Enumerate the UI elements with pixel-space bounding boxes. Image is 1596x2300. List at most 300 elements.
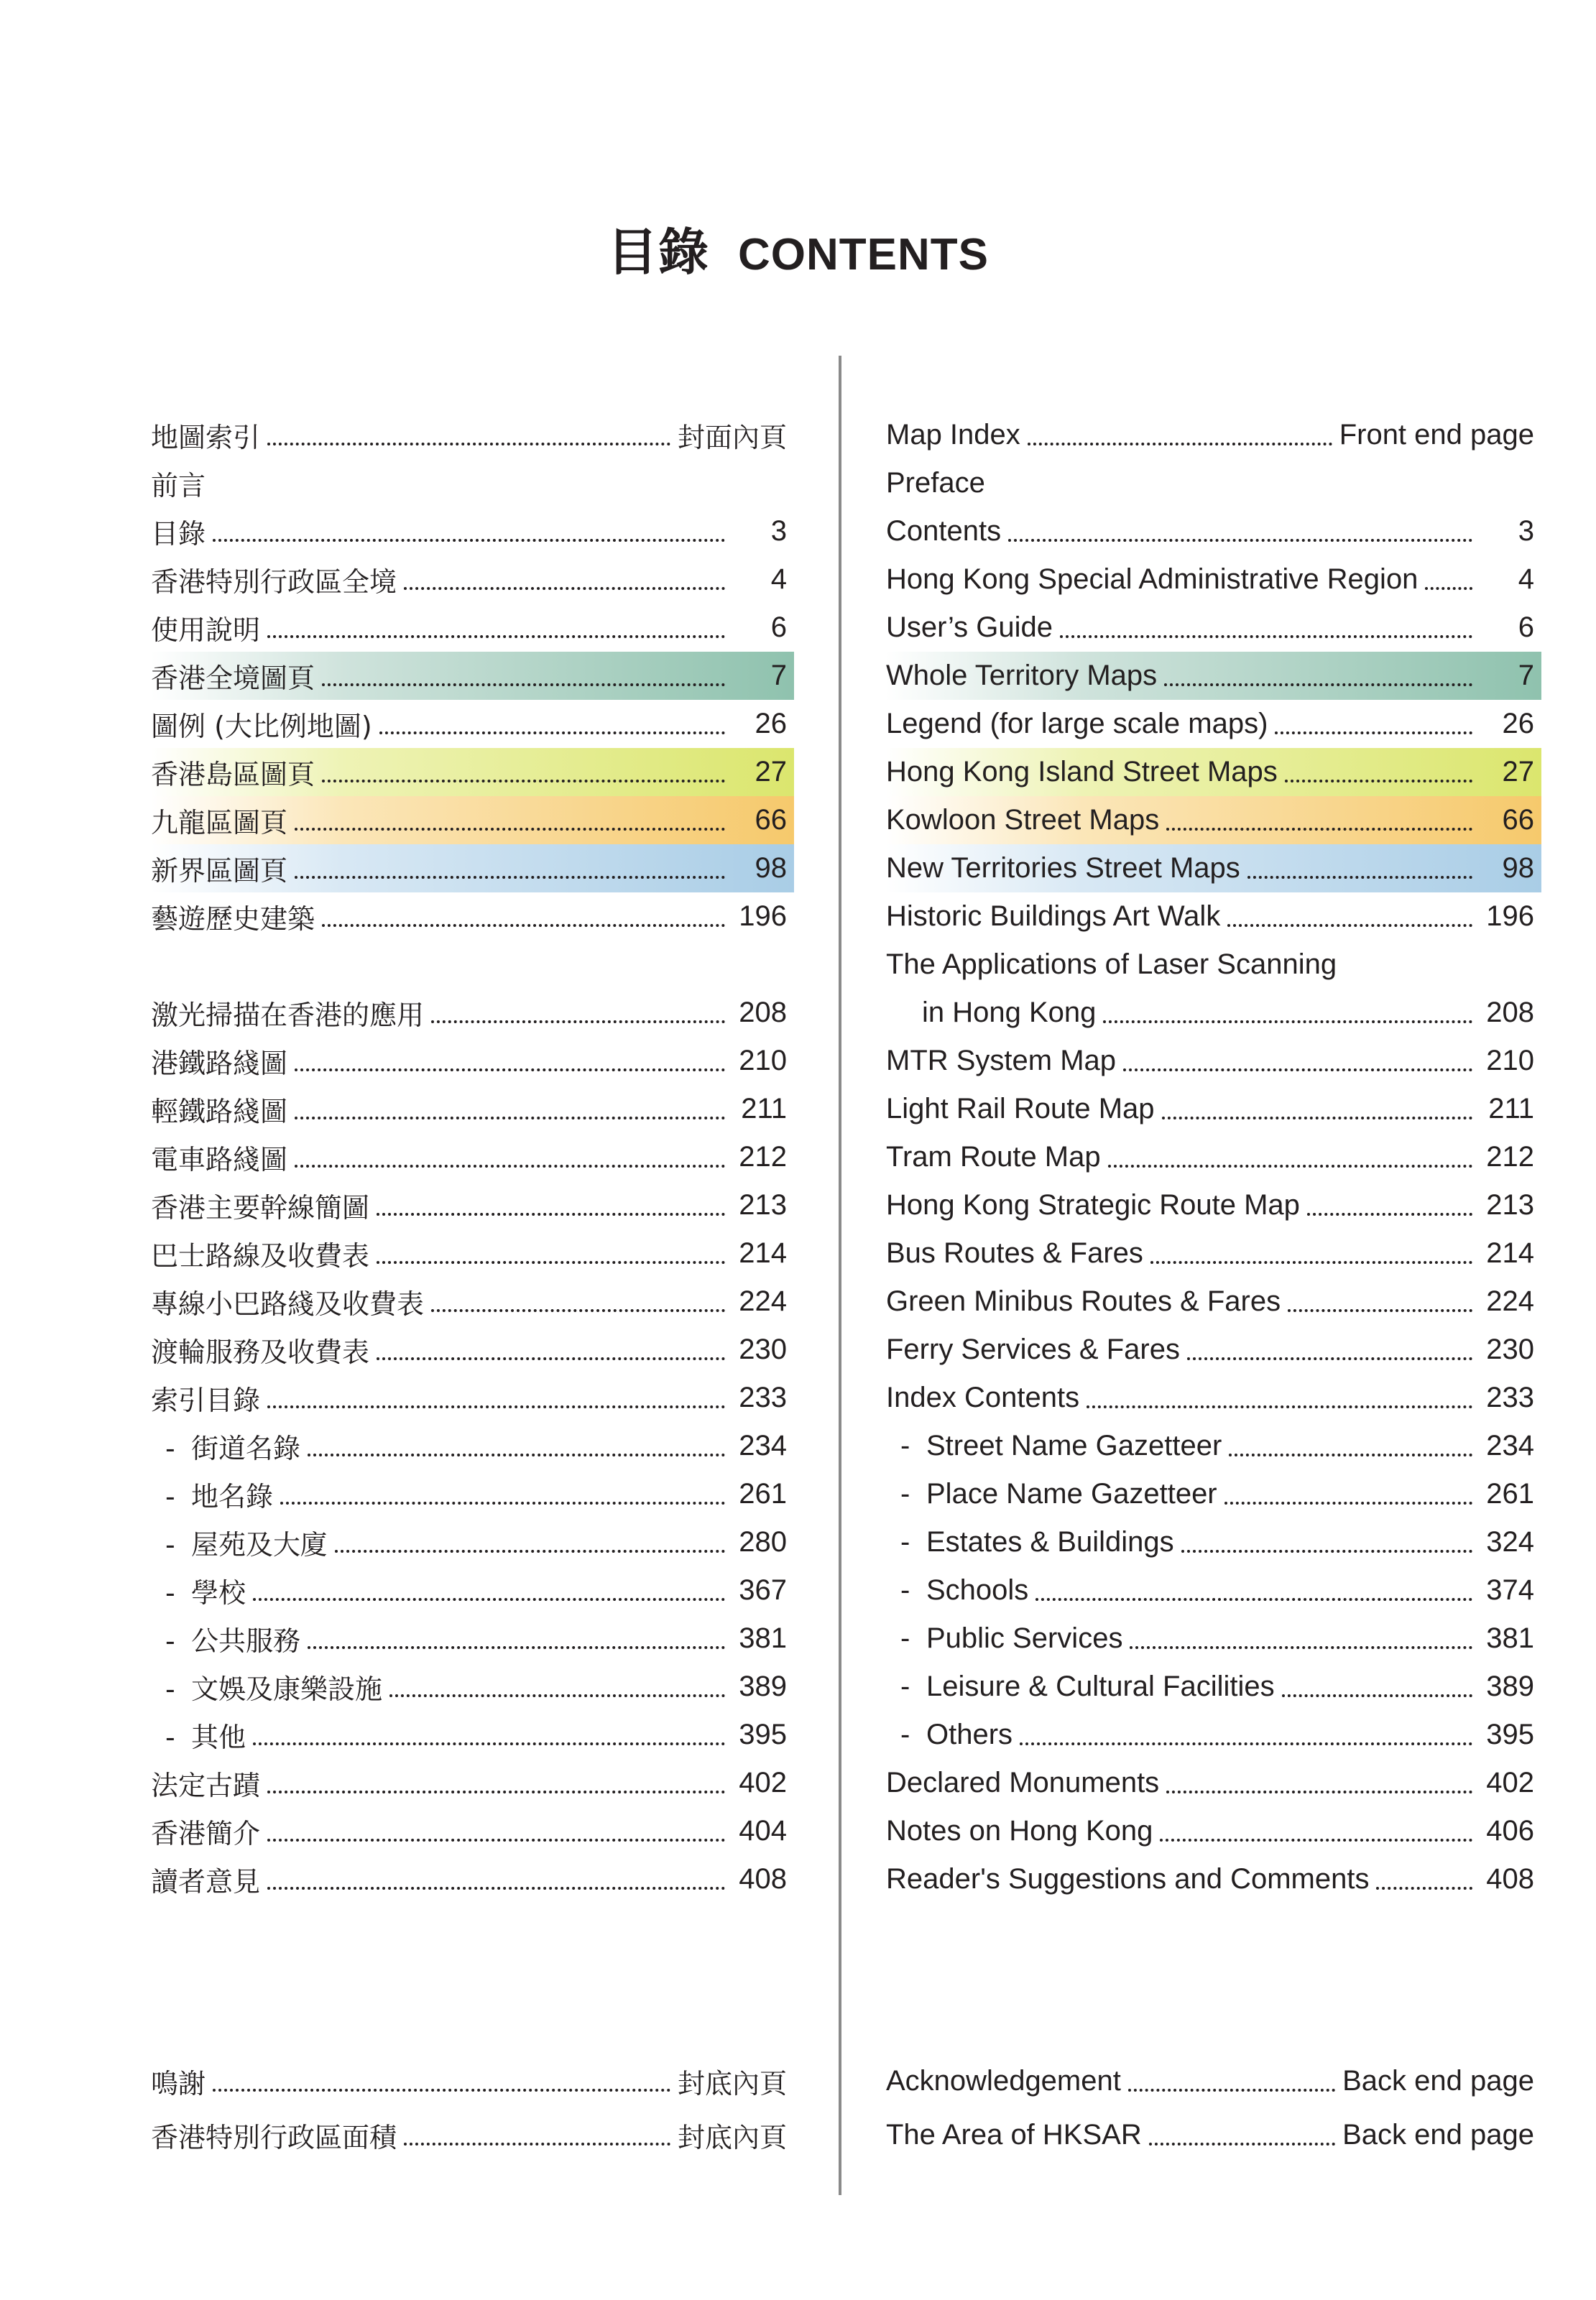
toc-page-number: 66 [1502,804,1534,836]
toc-entry-text: 索引目錄 [151,1385,261,1416]
dot-leader [1108,1165,1472,1168]
toc-page-number: 261 [1486,1478,1534,1510]
toc-entry-text: Reader's Suggestions and Comments [886,1863,1370,1895]
toc-entry[interactable] [151,507,794,555]
toc-entry[interactable] [886,844,1541,892]
toc-entry-title [886,1478,1220,1510]
toc-entry[interactable] [886,796,1541,844]
toc-entry-text: User’s Guide [886,611,1053,643]
toc-entry-text: The Area of HKSAR [886,2119,1142,2151]
subentry-dash: - [900,1526,910,1558]
dot-leader [295,828,725,831]
toc-entry-title [151,1715,249,1755]
toc-page-number: 7 [1518,660,1534,691]
toc-entry-text: 其他 [191,1722,246,1753]
toc-entry[interactable] [151,1229,794,1278]
toc-page-number: 208 [1486,997,1534,1028]
toc-entry-title [886,2065,1124,2097]
toc-page-number: 324 [1486,1526,1534,1558]
dot-leader [1376,1887,1472,1890]
dot-leader [322,683,725,686]
toc-entry-title [886,611,1056,644]
toc-entry-title [151,897,318,936]
toc-entry[interactable] [886,989,1541,1037]
subentry-dash: - [900,1430,910,1461]
toc-page-number: 196 [1486,900,1534,932]
toc-entry-text: Public Services [926,1622,1123,1654]
toc-entry-text: 鳴謝 [151,2068,206,2100]
toc-entry-title [151,2061,208,2101]
toc-page-number: 233 [1486,1382,1534,1413]
toc-page-number: 3 [770,515,787,547]
toc-entry-text: 專線小巴路綫及收費表 [151,1288,425,1320]
dot-leader [322,780,725,782]
toc-entry[interactable] [151,604,794,652]
toc-entry[interactable] [886,652,1541,700]
toc-page-number: 408 [1486,1863,1534,1895]
toc-entry[interactable] [886,507,1541,555]
dot-leader [1020,1742,1472,1745]
subentry-dash: - [900,1719,910,1750]
toc-entry[interactable] [886,1855,1541,1903]
toc-entry[interactable] [886,1278,1541,1326]
toc-page-number: 408 [739,1863,787,1895]
toc-entry-title [886,1863,1372,1895]
dot-leader [431,1020,725,1023]
subentry-dash: - [165,1433,175,1464]
toc-entry-title [886,1045,1119,1077]
toc-page-number: 406 [1486,1815,1534,1847]
toc-entry-title [151,704,375,744]
subentry-dash: - [900,1622,910,1654]
title-chinese: 目錄 [607,223,709,282]
toc-entry-text: Index Contents [886,1382,1080,1413]
toc-entry-text: 法定古蹟 [151,1770,261,1801]
dot-leader [1307,1213,1472,1216]
dot-leader [404,2143,670,2146]
toc-entry-text: Bus Routes & Fares [886,1237,1143,1269]
toc-page-number: 211 [741,1093,787,1124]
subentry-dash: - [165,1625,175,1657]
toc-entry-text: Light Rail Route Map [886,1093,1155,1124]
toc-entry-title [151,1860,263,1899]
toc-entry-title [151,1426,303,1466]
toc-entry-text: MTR System Map [886,1045,1117,1076]
toc-entry[interactable] [151,796,794,844]
toc-entry-text: Others [926,1719,1013,1750]
toc-page-number: 224 [1486,1285,1534,1317]
toc-entry[interactable] [886,941,1541,989]
toc-entry[interactable] [886,892,1541,941]
contents-list-english [886,411,1541,1903]
toc-page-number: 封面內頁 [677,422,787,453]
toc-entry[interactable] [151,1133,794,1181]
dot-leader [1103,1020,1472,1023]
toc-entry-text: Tram Route Map [886,1141,1101,1173]
toc-entry-text: 香港簡介 [151,1818,261,1849]
dot-leader [1285,780,1472,782]
dot-leader [253,1742,725,1745]
toc-subentry[interactable] [886,1422,1541,1470]
toc-entry[interactable] [886,2108,1541,2162]
dot-leader [1162,1117,1472,1119]
toc-page-number: 404 [739,1815,787,1847]
toc-entry[interactable] [151,2108,794,2162]
toc-entry[interactable] [151,2054,794,2108]
toc-subentry[interactable] [886,1663,1541,1711]
toc-page-number: 98 [755,852,787,884]
toc-subentry[interactable] [886,1711,1541,1759]
toc-page-number: 230 [739,1334,787,1365]
toc-entry-text: Legend (for large scale maps) [886,708,1268,739]
toc-entry-text: Contents [886,515,1002,547]
toc-subentry[interactable] [886,1470,1541,1518]
subentry-dash: - [165,1673,175,1705]
dot-leader [379,731,725,734]
dot-leader [280,1502,725,1505]
toc-entry-title [151,752,318,792]
dot-leader [1282,1694,1472,1697]
toc-entry[interactable] [151,1855,794,1903]
dot-leader [377,1213,725,1216]
toc-entry[interactable] [151,892,794,941]
dot-leader [1229,1454,1472,1456]
toc-entry-title [886,660,1160,692]
toc-entry-title [886,948,1339,981]
toc-entry-title [886,1334,1183,1366]
toc-entry-title [151,560,400,599]
toc-entry-text: 公共服務 [191,1625,301,1657]
dot-leader [1181,1550,1472,1553]
subentry-dash: - [165,1577,175,1609]
toc-entry-text: Place Name Gazetteer [926,1478,1217,1510]
column-divider [839,356,841,2195]
toc-page-number: 402 [739,1767,787,1798]
dot-leader [1275,731,1472,734]
toc-entry-text: 渡輪服務及收費表 [151,1336,370,1368]
toc-entry-title [886,1382,1082,1414]
toc-entry-title [886,708,1270,740]
dot-leader [431,1309,725,1312]
toc-entry[interactable] [151,1278,794,1326]
toc-entry-text: 九龍區圖頁 [151,807,288,839]
toc-entry-text: Estates & Buildings [926,1526,1174,1558]
dot-leader [295,876,725,879]
toc-entry[interactable] [151,652,794,700]
dot-leader [267,443,670,445]
toc-page-number: 4 [1518,563,1534,595]
toc-page-number: 212 [739,1141,787,1173]
toc-page-number: 381 [1486,1622,1534,1654]
dot-leader [1247,876,1472,879]
dot-leader [267,1839,725,1842]
dot-leader [1028,443,1332,445]
toc-entry-text: 街道名錄 [191,1433,301,1464]
toc-entry[interactable] [151,1807,794,1855]
toc-page-number: 213 [739,1189,787,1221]
toc-entry-text: Leisure & Cultural Facilities [926,1671,1275,1702]
toc-page-number: 395 [739,1719,787,1750]
toc-page-number: 4 [770,563,787,595]
toc-page-number: 367 [739,1574,787,1606]
toc-entry-text: 電車路綫圖 [151,1144,288,1176]
toc-entry-text: in Hong Kong [922,997,1097,1028]
toc-entry-text: Street Name Gazetteer [926,1430,1222,1461]
toc-entry-title [151,1234,372,1273]
toc-entry[interactable] [886,1374,1541,1422]
toc-entry[interactable] [151,555,794,604]
toc-entry-title [886,1141,1104,1173]
subentry-dash: - [165,1529,175,1561]
dot-leader [1224,1502,1472,1505]
toc-page-number: Front end page [1339,419,1534,451]
toc-entry-text: 香港特別行政區全境 [151,566,397,598]
section-spacer [151,941,794,989]
toc-page-number: 211 [1488,1093,1534,1124]
toc-entry-text: Kowloon Street Maps [886,804,1160,836]
toc-entry-text: 新界區圖頁 [151,855,288,887]
toc-entry-title [151,1282,427,1321]
toc-page-number: 7 [770,660,787,691]
toc-page-number: 402 [1486,1767,1534,1798]
toc-entry-title [151,1089,290,1129]
toc-entry-title [886,1767,1162,1799]
toc-page-number: 27 [755,756,787,788]
toc-subentry[interactable] [151,1566,794,1615]
toc-page-number: 210 [739,1045,787,1076]
dot-leader [267,1405,725,1408]
dot-leader [389,1694,725,1697]
toc-entry[interactable] [886,1326,1541,1374]
toc-entry-title [886,1671,1278,1703]
toc-entry-title [151,512,208,551]
toc-entry-title [886,900,1223,933]
toc-entry-text: 激光掃描在香港的應用 [151,999,425,1031]
toc-entry-title [151,800,290,840]
back-matter-list-english [886,2054,1541,2162]
toc-page-number: 封底內頁 [677,2068,787,2100]
toc-entry-title [151,2115,400,2155]
toc-entry-title [886,1237,1146,1270]
toc-entry[interactable] [886,1037,1541,1085]
toc-subentry[interactable] [151,1711,794,1759]
toc-page-number: 381 [739,1622,787,1654]
toc-entry[interactable] [886,604,1541,652]
toc-page-number: 280 [739,1526,787,1558]
toc-entry-text: 學校 [191,1577,246,1609]
toc-page-number: 98 [1502,852,1534,884]
toc-entry-text: 地名錄 [191,1481,274,1512]
dot-leader [267,1887,725,1890]
toc-entry-title [151,993,427,1033]
toc-page-number: 374 [1486,1574,1534,1606]
toc-entry-title [886,515,1004,548]
toc-subentry[interactable] [151,1615,794,1663]
toc-entry-text: Hong Kong Strategic Route Map [886,1189,1300,1221]
toc-page-number: 6 [770,611,787,643]
toc-entry[interactable] [151,844,794,892]
toc-page-number: 389 [739,1671,787,1702]
dot-leader [1187,1357,1472,1360]
toc-entry-title [886,1285,1283,1318]
dot-leader [1425,587,1472,590]
toc-entry[interactable] [151,700,794,748]
toc-entry-title [151,656,318,696]
toc-page-number: 233 [739,1382,787,1413]
toc-entry[interactable] [151,748,794,796]
toc-entry[interactable] [151,1759,794,1807]
dot-leader [1160,1839,1472,1842]
toc-subentry[interactable] [151,1663,794,1711]
toc-entry[interactable] [151,1085,794,1133]
toc-entry[interactable] [886,1133,1541,1181]
toc-entry-text: Declared Monuments [886,1767,1160,1798]
toc-entry-text: Schools [926,1574,1029,1606]
toc-subentry[interactable] [151,1470,794,1518]
toc-page-number: 3 [1518,515,1534,547]
toc-entry-title [151,1474,276,1514]
toc-entry-title [151,463,208,503]
dot-leader [1227,924,1472,927]
toc-entry-text: The Applications of Laser Scanning [886,948,1337,980]
toc-entry-text: 屋苑及大廈 [191,1529,328,1561]
dot-leader [404,587,725,590]
toc-entry[interactable] [886,555,1541,604]
toc-entry-title [151,1137,290,1177]
toc-page-number: Back end page [1342,2065,1534,2097]
toc-entry-title [151,1041,290,1081]
toc-entry-title [151,1523,331,1562]
toc-entry-text: 地圖索引 [151,422,261,453]
toc-subentry[interactable] [886,1518,1541,1566]
toc-entry-text: 香港全境圖頁 [151,662,315,694]
dot-leader [1128,2089,1335,2092]
toc-entry[interactable] [886,2054,1541,2108]
dot-leader [253,1598,725,1601]
dot-leader [295,1068,725,1071]
toc-entry-text: Hong Kong Special Administrative Region [886,563,1419,595]
dot-leader [1166,828,1472,831]
toc-entry-title [886,756,1281,788]
toc-entry-text: 讀者意見 [151,1866,261,1898]
toc-entry[interactable] [886,700,1541,748]
toc-entry[interactable] [886,1085,1541,1133]
toc-entry-title [886,997,1099,1029]
toc-entry-text: Ferry Services & Fares [886,1334,1180,1365]
dot-leader [267,1791,725,1793]
toc-entry[interactable] [886,748,1541,796]
toc-page-number: 26 [755,708,787,739]
toc-entry[interactable] [886,1229,1541,1278]
toc-entry-text: Acknowledgement [886,2065,1121,2097]
toc-subentry[interactable] [886,1615,1541,1663]
title-english: CONTENTS [738,230,989,280]
toc-page-number: 210 [1486,1045,1534,1076]
toc-entry-title [886,804,1162,836]
toc-entry-title [886,1622,1125,1655]
toc-page-number: 389 [1486,1671,1534,1702]
subentry-dash: - [900,1671,910,1702]
toc-entry-title [151,1811,263,1851]
toc-page-number: 26 [1502,708,1534,739]
toc-page-number: 6 [1518,611,1534,643]
toc-entry-text: New Territories Street Maps [886,852,1240,884]
toc-entry-title [886,419,1023,451]
toc-entry[interactable] [151,1374,794,1422]
toc-entry-text: 藝遊歷史建築 [151,903,315,935]
toc-entry-text: Preface [886,467,985,499]
toc-entry[interactable] [151,459,794,507]
toc-entry[interactable] [886,459,1541,507]
dot-leader [1150,1261,1472,1264]
dot-leader [1087,1405,1472,1408]
toc-entry-title [886,1093,1158,1125]
toc-page-number: 196 [739,900,787,932]
toc-page-number: 395 [1486,1719,1534,1750]
toc-entry-text: 香港主要幹線簡圖 [151,1192,370,1224]
dot-leader [1035,1598,1472,1601]
back-matter-list-chinese [151,2054,794,2162]
dot-leader [295,1117,725,1119]
toc-entry[interactable] [886,1807,1541,1855]
toc-entry-text: 文娛及康樂設施 [191,1673,383,1705]
toc-entry-text: 前言 [151,470,206,502]
toc-entry[interactable] [886,1759,1541,1807]
toc-entry-text: 使用說明 [151,614,261,646]
dot-leader [213,2089,670,2092]
toc-entry-title [151,1667,385,1706]
toc-entry[interactable] [151,1181,794,1229]
toc-entry-title [151,1378,263,1418]
dot-leader [1130,1646,1472,1649]
toc-entry-text: Green Minibus Routes & Fares [886,1285,1281,1317]
toc-subentry[interactable] [886,1566,1541,1615]
toc-entry-text: 圖例 (大比例地圖) [151,711,372,742]
toc-entry[interactable] [151,411,794,459]
toc-entry-title [151,1763,263,1803]
toc-entry[interactable] [886,411,1541,459]
toc-entry-title [886,1719,1015,1751]
toc-entry-title [886,852,1243,885]
dot-leader [1008,539,1472,542]
toc-entry[interactable] [886,1181,1541,1229]
toc-entry-title [151,1186,372,1225]
subentry-dash: - [900,1478,910,1510]
toc-subentry[interactable] [151,1422,794,1470]
dot-leader [335,1550,725,1553]
toc-entry-title [886,1189,1303,1221]
toc-entry-text: 巴士路線及收費表 [151,1240,370,1272]
toc-entry-title [886,1815,1156,1847]
toc-entry-text: 港鐵路綫圖 [151,1048,288,1079]
toc-subentry[interactable] [151,1518,794,1566]
toc-entry-text: Historic Buildings Art Walk [886,900,1221,932]
subentry-dash: - [900,1574,910,1606]
dot-leader [1060,635,1472,638]
dot-leader [1123,1068,1472,1071]
toc-page-number: 214 [1486,1237,1534,1269]
toc-page-number: 234 [1486,1430,1534,1461]
toc-entry[interactable] [151,989,794,1037]
toc-entry-title [886,1526,1177,1558]
toc-entry[interactable] [151,1037,794,1085]
toc-page-number: 261 [739,1478,787,1510]
dot-leader [377,1261,725,1264]
toc-entry[interactable] [151,1326,794,1374]
toc-entry-text: 香港島區圖頁 [151,759,315,790]
toc-page-number: 214 [739,1237,787,1269]
dot-leader [1166,1791,1472,1793]
